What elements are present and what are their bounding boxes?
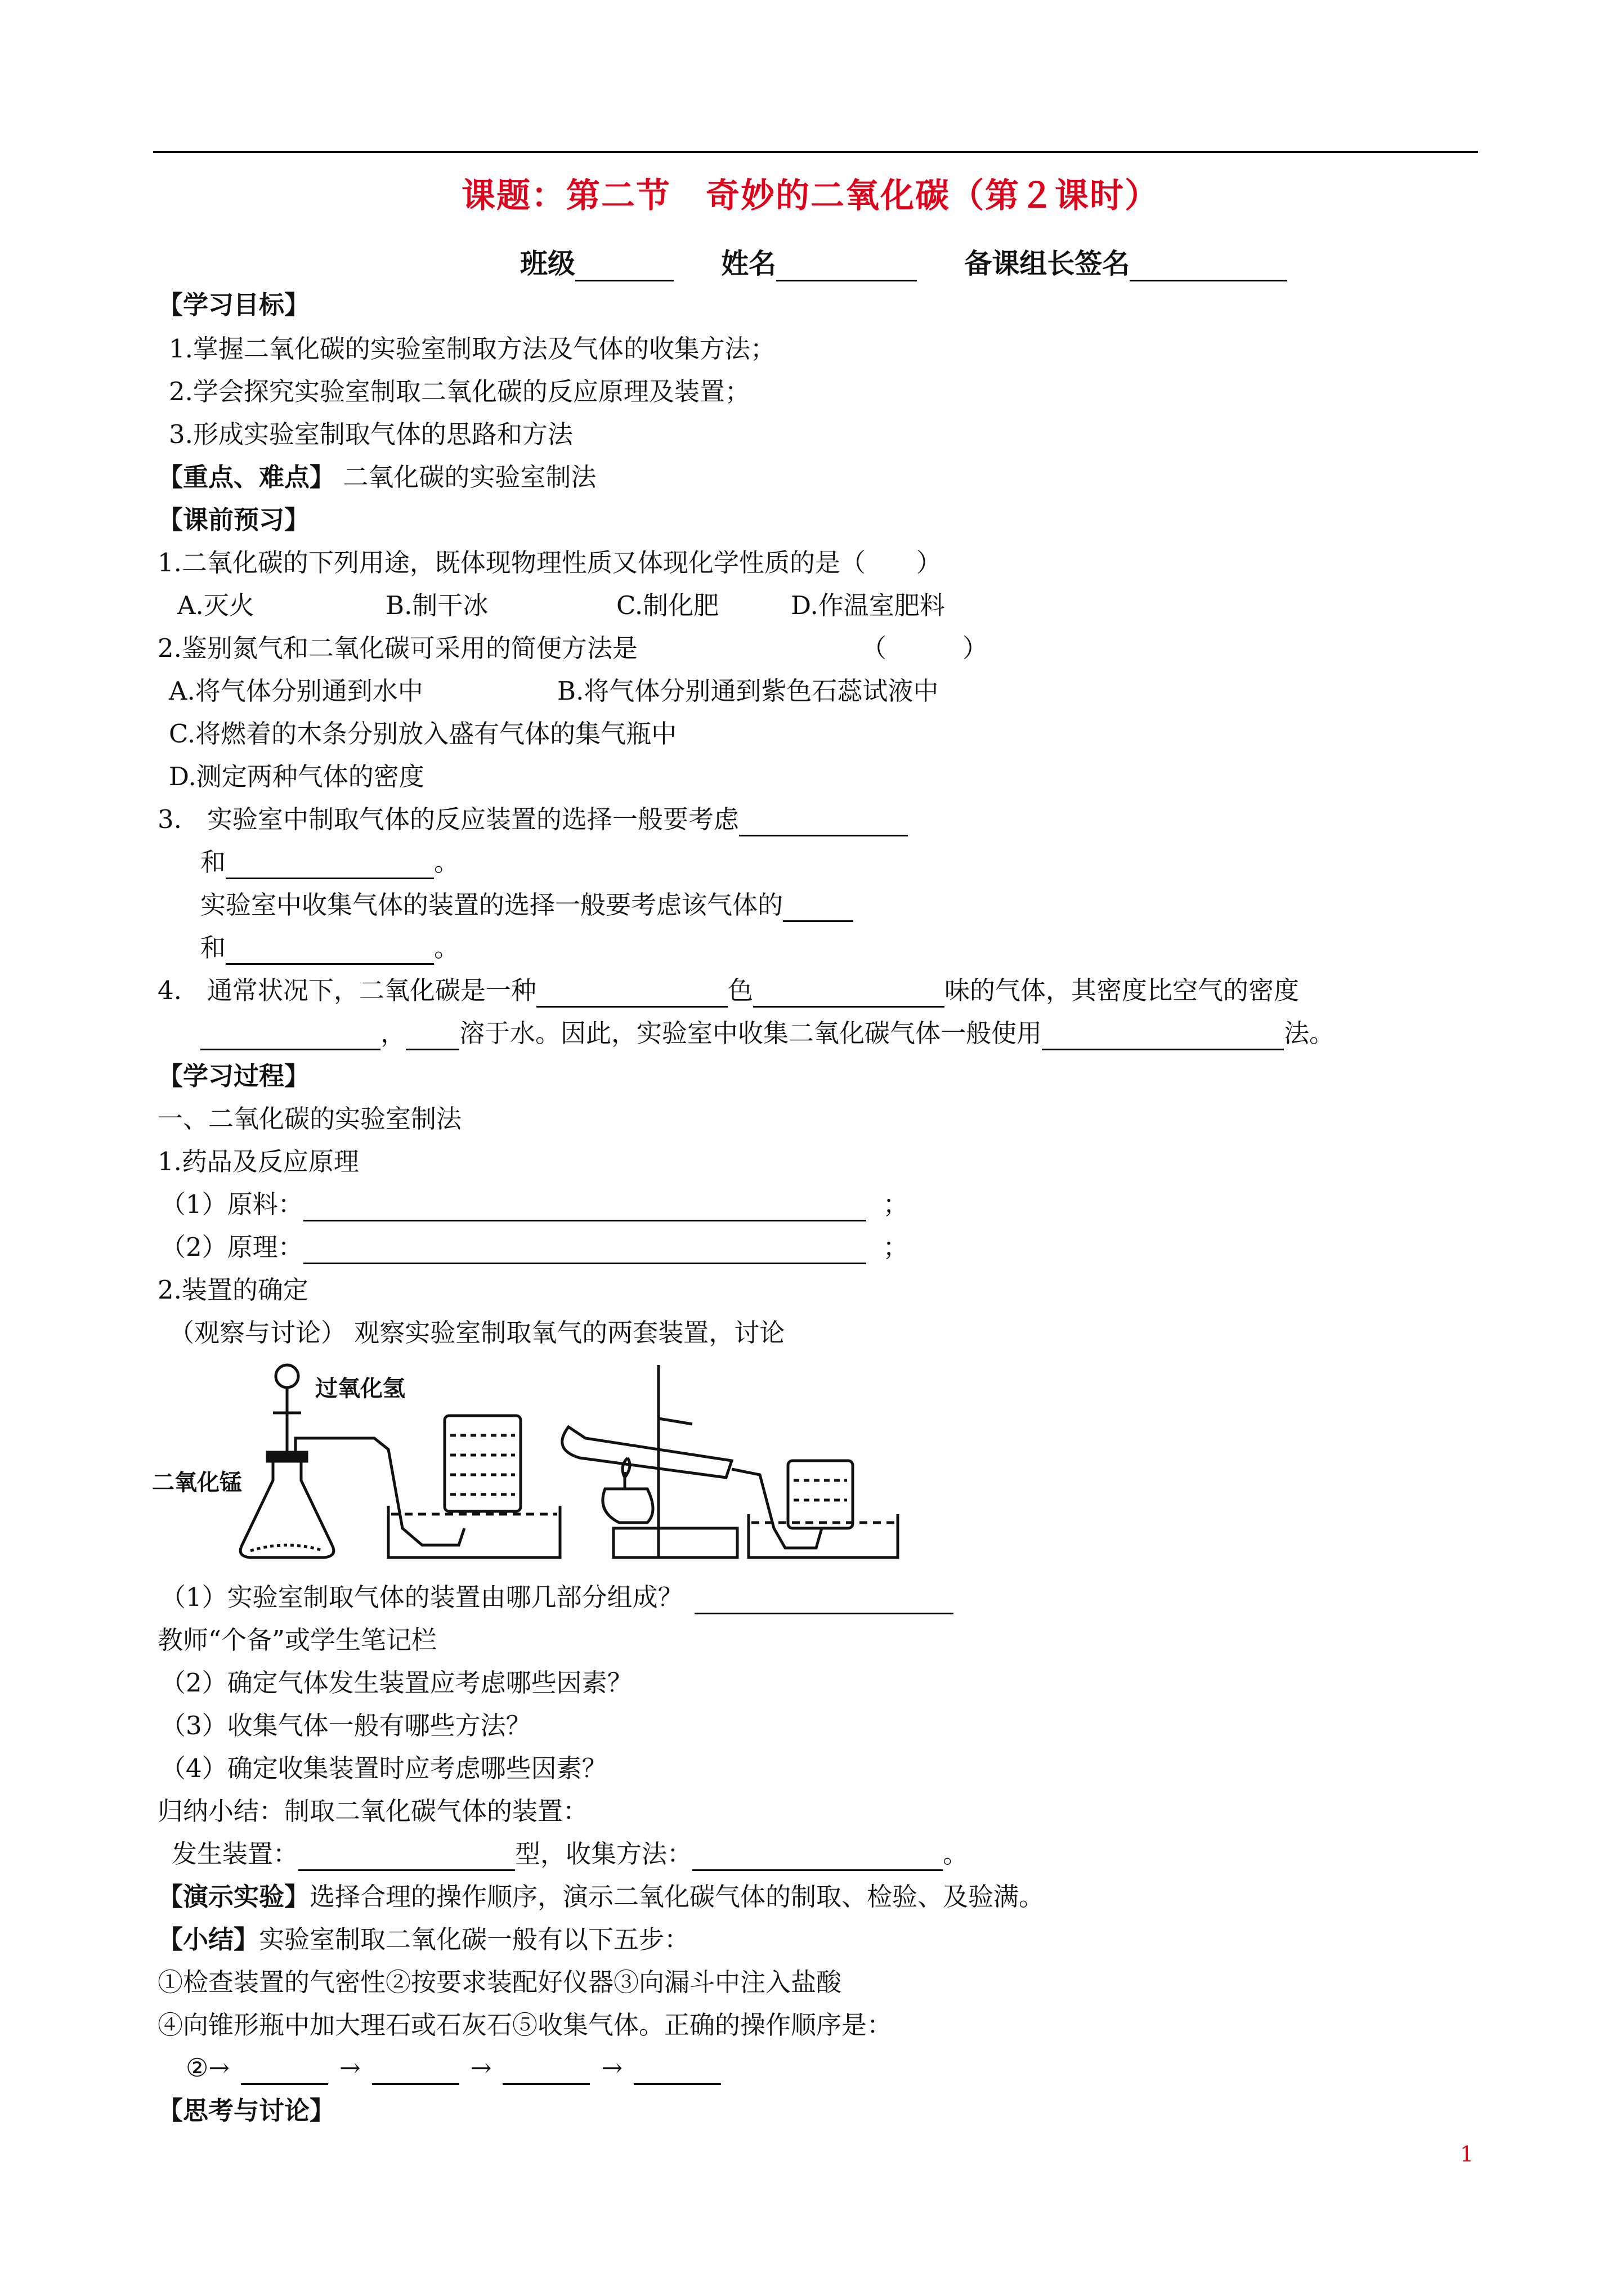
brief-line: [158, 1923, 689, 1957]
q4-dissolve: 溶于水。因此，实验室中收集二氧化碳气体一般使用: [459, 1018, 1042, 1048]
gen-type-blank[interactable]: [298, 1843, 515, 1871]
generator-line: [172, 1837, 968, 1871]
demo-line: [158, 1880, 1044, 1914]
order-blank-3[interactable]: [503, 2057, 590, 2085]
q4-text-a: 4. 通常状况下，二氧化碳是一种: [158, 975, 536, 1005]
apparatus-figure: [152, 1359, 912, 1568]
p1-blank[interactable]: [695, 1587, 953, 1614]
q4-blank-density[interactable]: [200, 1023, 380, 1050]
order-blank-2[interactable]: [372, 2057, 459, 2085]
q3a-and: 和: [200, 847, 226, 877]
preview-question-4: [158, 974, 1299, 1008]
q3b-text: 实验室中收集气体的装置的选择一般要考虑该气体的: [200, 890, 783, 920]
preview-question-4-cont: [200, 1017, 1335, 1050]
principle-label: （2）原理：: [160, 1232, 303, 1262]
preview-question-3b: [200, 888, 853, 922]
q4-method: 法。: [1284, 1018, 1335, 1048]
class-blank[interactable]: [575, 254, 674, 281]
think-heading: 【思考与讨论】: [158, 2096, 335, 2125]
q4-blank-smell[interactable]: [753, 980, 944, 1008]
q4-comma: ，: [380, 1018, 406, 1048]
preview-question-3a: [158, 803, 908, 836]
q3b-end: 。: [434, 933, 460, 963]
name-blank[interactable]: [776, 254, 917, 281]
principle-semicolon: ；: [883, 1232, 908, 1262]
demo-text: 选择合理的操作顺序，演示二氧化碳气体的制取、检验、及验满。: [310, 1882, 1045, 1912]
process-heading: 【学习过程】: [158, 1061, 310, 1091]
question-p3: （3）收集气体一般有哪些方法？: [160, 1711, 531, 1740]
order-line: [186, 2051, 721, 2085]
page-number: 1: [1460, 2142, 1474, 2167]
signature-line: [520, 242, 1287, 281]
key-heading: 【重点、难点】: [158, 462, 335, 492]
teacher-notes-label: 教师“个备”或学生笔记栏: [158, 1625, 437, 1655]
gen-end: 。: [943, 1839, 969, 1869]
water-trough-left-icon: [388, 1506, 560, 1557]
order-blank-4[interactable]: [634, 2057, 721, 2085]
demo-heading: 【演示实验】: [158, 1882, 310, 1912]
leader-blank[interactable]: [1130, 254, 1287, 281]
p1-text: （1）实验室制取气体的装置由哪几部分组成？: [160, 1582, 683, 1612]
q2-option-b: B.将气体分别通到紫色石蕊试液中: [557, 676, 939, 706]
delivery-tube-left: [295, 1438, 464, 1545]
gen-type: 型，收集方法：: [515, 1839, 693, 1869]
q3b-blank-1[interactable]: [783, 894, 853, 922]
question-p4: （4）确定收集装置时应考虑哪些因素？: [160, 1753, 607, 1783]
q3a-text: 3. 实验室中制取气体的反应装置的选择一般要考虑: [158, 804, 739, 834]
gen-method-blank[interactable]: [692, 1843, 943, 1871]
observe-line: （观察与讨论） 观察实验室制取氧气的两套装置，讨论: [169, 1318, 785, 1348]
process-sub-2: 2.装置的确定: [158, 1275, 308, 1305]
top-rule: [153, 151, 1478, 153]
gas-jar-left-icon: [445, 1416, 521, 1511]
q1-option-d: D.作温室肥料: [791, 590, 945, 620]
q1-option-c: C.制化肥: [616, 590, 719, 620]
conical-flask-icon: [240, 1452, 334, 1557]
preview-question-2: 2.鉴别氮气和二氧化碳可采用的简便方法是: [158, 633, 638, 663]
q4-color: 色: [727, 975, 753, 1005]
q4-blank-color[interactable]: [536, 980, 728, 1008]
raw-label: （1）原料：: [160, 1189, 303, 1219]
page-title: 课题：第二节 奇妙的二氧化碳（第２课时）: [462, 176, 1159, 216]
process-sub-1: 1.药品及反应原理: [158, 1147, 359, 1176]
principle-line: [160, 1230, 908, 1264]
q3a-blank-2[interactable]: [226, 852, 434, 879]
process-section-1: 一、二氧化碳的实验室制法: [158, 1104, 462, 1134]
label-manganese-dioxide: 二氧化锰: [152, 1470, 242, 1496]
key-text: 二氧化碳的实验室制法: [343, 462, 597, 492]
iron-stand-icon: [614, 1365, 737, 1557]
order-arrow-2: →: [470, 2053, 492, 2083]
question-p2: （2）确定气体发生装置应考虑哪些因素？: [160, 1668, 633, 1698]
q1-option-b: B.制干冰: [386, 590, 489, 620]
gas-jar-right-icon: [788, 1461, 853, 1528]
q3b-blank-2[interactable]: [226, 937, 434, 965]
steps-line-1: ①检查装置的气密性②按要求装配好仪器③向漏斗中注入盐酸: [158, 1967, 842, 1997]
raw-semicolon: ；: [883, 1189, 908, 1219]
q3b-and: 和: [200, 933, 226, 963]
goal-item-1: 1.掌握二氧化碳的实验室制取方法及气体的收集方法；: [169, 334, 776, 364]
principle-blank[interactable]: [303, 1237, 866, 1264]
label-hydrogen-peroxide: 过氧化氢: [315, 1376, 405, 1402]
order-start: ②→: [186, 2053, 230, 2083]
q3a-and-line: [200, 845, 459, 879]
goal-item-3: 3.形成实验室制取气体的思路和方法: [169, 419, 573, 449]
q2-option-d: D.测定两种气体的密度: [169, 762, 424, 791]
gen-label: 发生装置：: [172, 1839, 299, 1869]
goals-heading: 【学习目标】: [158, 290, 310, 320]
summary-line: 归纳小结：制取二氧化碳气体的装置：: [158, 1796, 589, 1826]
q2-option-a: A.将气体分别通到水中: [169, 676, 423, 706]
q4-smell: 味的气体，其密度比空气的密度: [944, 975, 1299, 1005]
preview-heading: 【课前预习】: [158, 505, 310, 535]
brief-text: 实验室制取二氧化碳一般有以下五步：: [259, 1924, 690, 1954]
test-tube-icon: [562, 1427, 732, 1478]
q2-answer-paren: （ ）: [861, 633, 988, 663]
order-arrow-1: →: [339, 2053, 361, 2083]
q4-blank-dissolve[interactable]: [406, 1023, 459, 1050]
q3b-and-line: [200, 931, 459, 965]
q1-option-a: A.灭火: [177, 590, 254, 620]
leader-label: 备课组长签名: [964, 248, 1130, 280]
name-label: 姓名: [721, 248, 777, 280]
order-arrow-3: →: [601, 2053, 623, 2083]
steps-line-2: ④向锥形瓶中加大理石或石灰石⑤收集气体。正确的操作顺序是：: [158, 2010, 893, 2040]
brief-heading: 【小结】: [158, 1924, 259, 1954]
preview-question-1: 1.二氧化碳的下列用途，既体现物理性质又体现化学性质的是（ ）: [158, 548, 942, 578]
order-blank-1[interactable]: [241, 2057, 328, 2085]
raw-blank[interactable]: [303, 1194, 866, 1221]
q2-option-c: C.将燃着的木条分别放入盛有气体的集气瓶中: [169, 719, 677, 749]
goal-item-2: 2.学会探究实验室制取二氧化碳的反应原理及装置；: [169, 377, 750, 406]
raw-material-line: [160, 1188, 908, 1221]
q3a-end: 。: [434, 847, 460, 877]
question-p1: [160, 1581, 953, 1614]
class-label: 班级: [520, 248, 576, 280]
q3a-blank-1[interactable]: [739, 809, 908, 836]
key-points: [158, 460, 596, 494]
q4-blank-method[interactable]: [1042, 1023, 1284, 1050]
